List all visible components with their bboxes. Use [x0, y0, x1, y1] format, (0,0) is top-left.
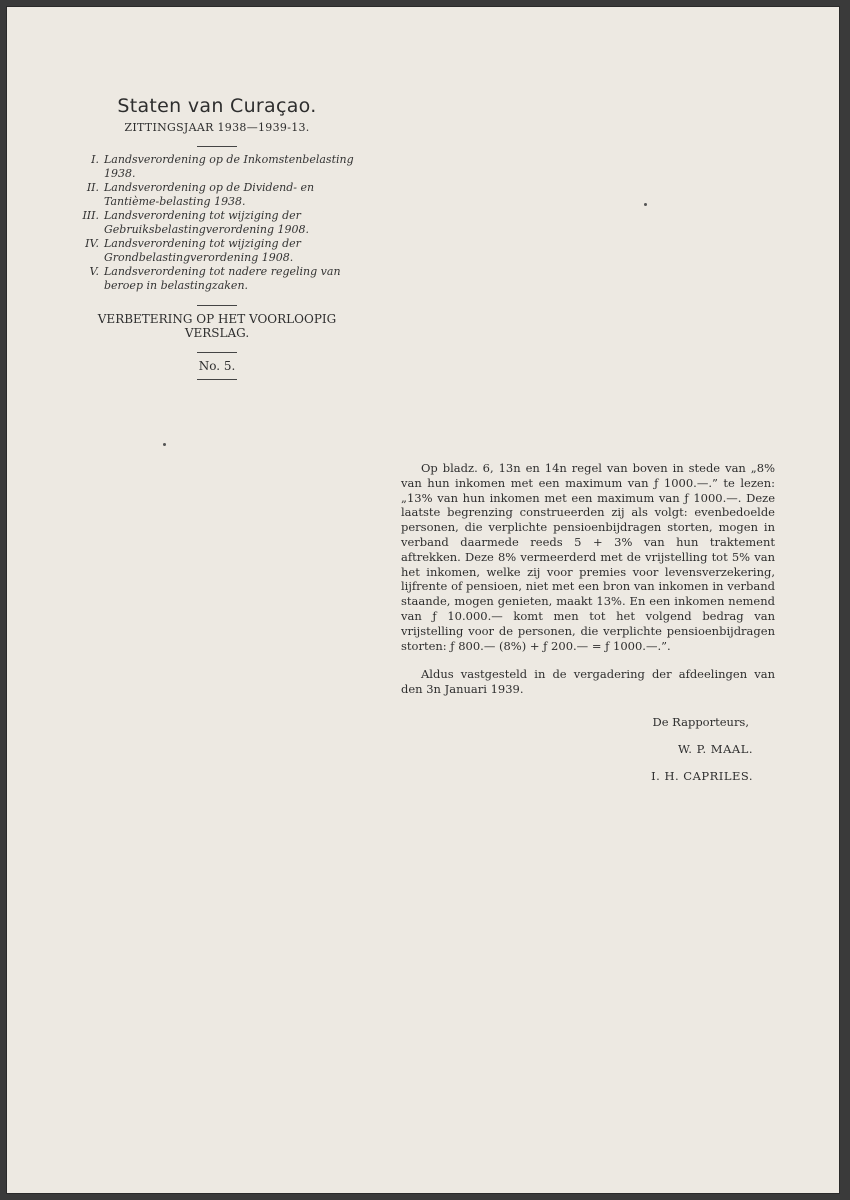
law-title: Landsverordening op de Inkomstenbelasting 1938. — [104, 153, 354, 180]
document-header — [77, 95, 357, 386]
list-item — [77, 153, 357, 181]
list-item — [77, 265, 357, 293]
paper-speck — [163, 443, 166, 446]
law-title: Landsverordening tot wijziging der Gebruiksbelastingverordening 1908. — [104, 209, 309, 236]
section-title: VERBETERING OP HET VOORLOOPIG VERSLAG. — [97, 312, 337, 340]
document-page — [6, 6, 840, 1194]
law-title: Landsverordening tot nadere regeling van beroep in belastingzaken. — [104, 265, 341, 292]
divider — [197, 146, 237, 147]
closing-paragraph: Aldus vastgesteld in de vergadering der afdeelingen van den 3n Januari 1939. — [401, 667, 775, 697]
list-item — [77, 209, 357, 237]
session-year: ZITTINGSJAAR 1938—1939-13. — [124, 121, 310, 134]
document-number: No. 5. — [198, 359, 236, 373]
correction-paragraph: Op bladz. 6, 13n en 14n regel van boven in stede van „8% van hun inkomen met een maximum van ƒ 1000.—.” te lezen: „13% van hun inkomen met een maximum van ƒ 1000.—. Deze laatste begrenzing construeerden zij als volgt: evenbedoelde personen, die verplichte pensioenbijdragen storten, mogen in verband daarmede reeds 5 + 3% van hun traktement aftrekken. Deze 8% vermeerderd met de vrijstelling tot 5% van het inkomen, welke zij voor premies voor levensverzekering, lijfrente of pensioen, niet met een bron van inkomen in verband staande, mogen genieten, maakt 13%. En een inkomen nemend van ƒ 10.000.— komt men tot het volgend bedrag van vrijstelling voor de personen, die verplichte pensioenbijdragen storten: ƒ 800.— (8%) + ƒ 200.— = ƒ 1000.—.”. — [401, 461, 775, 653]
law-number: I. — [91, 153, 99, 166]
divider — [197, 305, 237, 306]
list-item — [77, 181, 357, 209]
divider — [197, 352, 237, 353]
law-number: IV. — [85, 237, 99, 250]
law-number: III. — [82, 209, 99, 222]
list-item — [77, 237, 357, 265]
paper-speck — [644, 203, 647, 206]
document-title: Staten van Curaçao. — [117, 95, 317, 117]
law-number: V. — [89, 265, 99, 278]
law-list — [77, 153, 357, 293]
law-number: II. — [86, 181, 99, 194]
signatory-name: I. H. CAPRILES. — [651, 768, 753, 783]
divider — [197, 379, 237, 380]
law-title: Landsverordening tot wijziging der Grondbelastingverordening 1908. — [104, 237, 301, 264]
law-title: Landsverordening op de Dividend- en Tantième-belasting 1938. — [104, 181, 315, 208]
signature-heading: De Rapporteurs, — [652, 714, 749, 729]
document-body — [401, 461, 775, 783]
signatory-name: W. P. MAAL. — [677, 741, 753, 756]
